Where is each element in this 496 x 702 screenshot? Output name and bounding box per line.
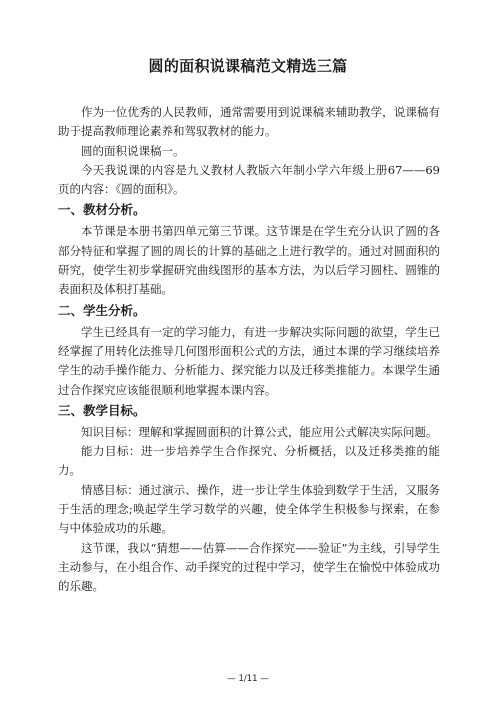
emotion-goal-paragraph: 情感目标：通过演示、操作，进一步让学生体验到数学于生活，又服务于生活的理念;唤起学生学习数学的兴趣，使全体学生积极参与探索，在参与中体验成功的乐趣。 [58,482,440,536]
ability-goal-paragraph: 能力目标：进一步培养学生合作探究、分析概括，以及迁移类推的能力。 [58,444,440,478]
teaching-approach-paragraph: 这节课，我以“猜想——估算——合作探究——验证”为主线，引导学生主动参与，在小组合作、动手探究的过程中学习，使学生在愉悦中体验成功的乐趣。 [58,540,440,594]
document-title: 圆的面积说课稿范文精选三篇 [148,57,348,75]
intro-paragraph: 作为一位优秀的人民教师，通常需要用到说课稿来辅助教学，说课稿有助于提高教师理论素养和驾驭教材的能力。 [58,105,440,139]
document-body [58,103,440,597]
textbook-analysis-paragraph: 本节课是本册书第四单元第三节课。这节课是在学生充分认识了圆的各部分特征和掌握了圆的周长的计算的基础之上进行教学的。通过对圆面积的研究，使学生初步掌握研究曲线图形的基本方法，为以后学习圆柱、圆锥的表面积及体积打基础。 [58,224,440,297]
heading-teaching-goals: 三、教学目标。 [58,402,146,418]
content-scope-paragraph: 今天我说课的内容是九义教材人教版六年制小学六年级上册67——69页的内容：《圆的面积》。 [58,162,440,197]
heading-textbook-analysis: 一、教材分析。 [58,202,146,218]
page-number: — 1/11 — [227,674,269,684]
heading-student-analysis: 二、学生分析。 [58,302,146,318]
knowledge-goal-paragraph: 知识目标：理解和掌握圆面积的计算公式，能应用公式解决实际问题。 [81,424,438,439]
section-label-paragraph: 圆的面积说课稿一。 [81,143,185,158]
student-analysis-paragraph: 学生已经具有一定的学习能力，有进一步解决实际问题的欲望，学生已经掌握了用转化法推导几何图形面积公式的方法，通过本课的学习继续培养学生的动手操作能力、分析能力、探究能力以及迁移类推能力。本课学生通过合作探究应该能很顺利地掌握本课内容。 [58,324,440,397]
